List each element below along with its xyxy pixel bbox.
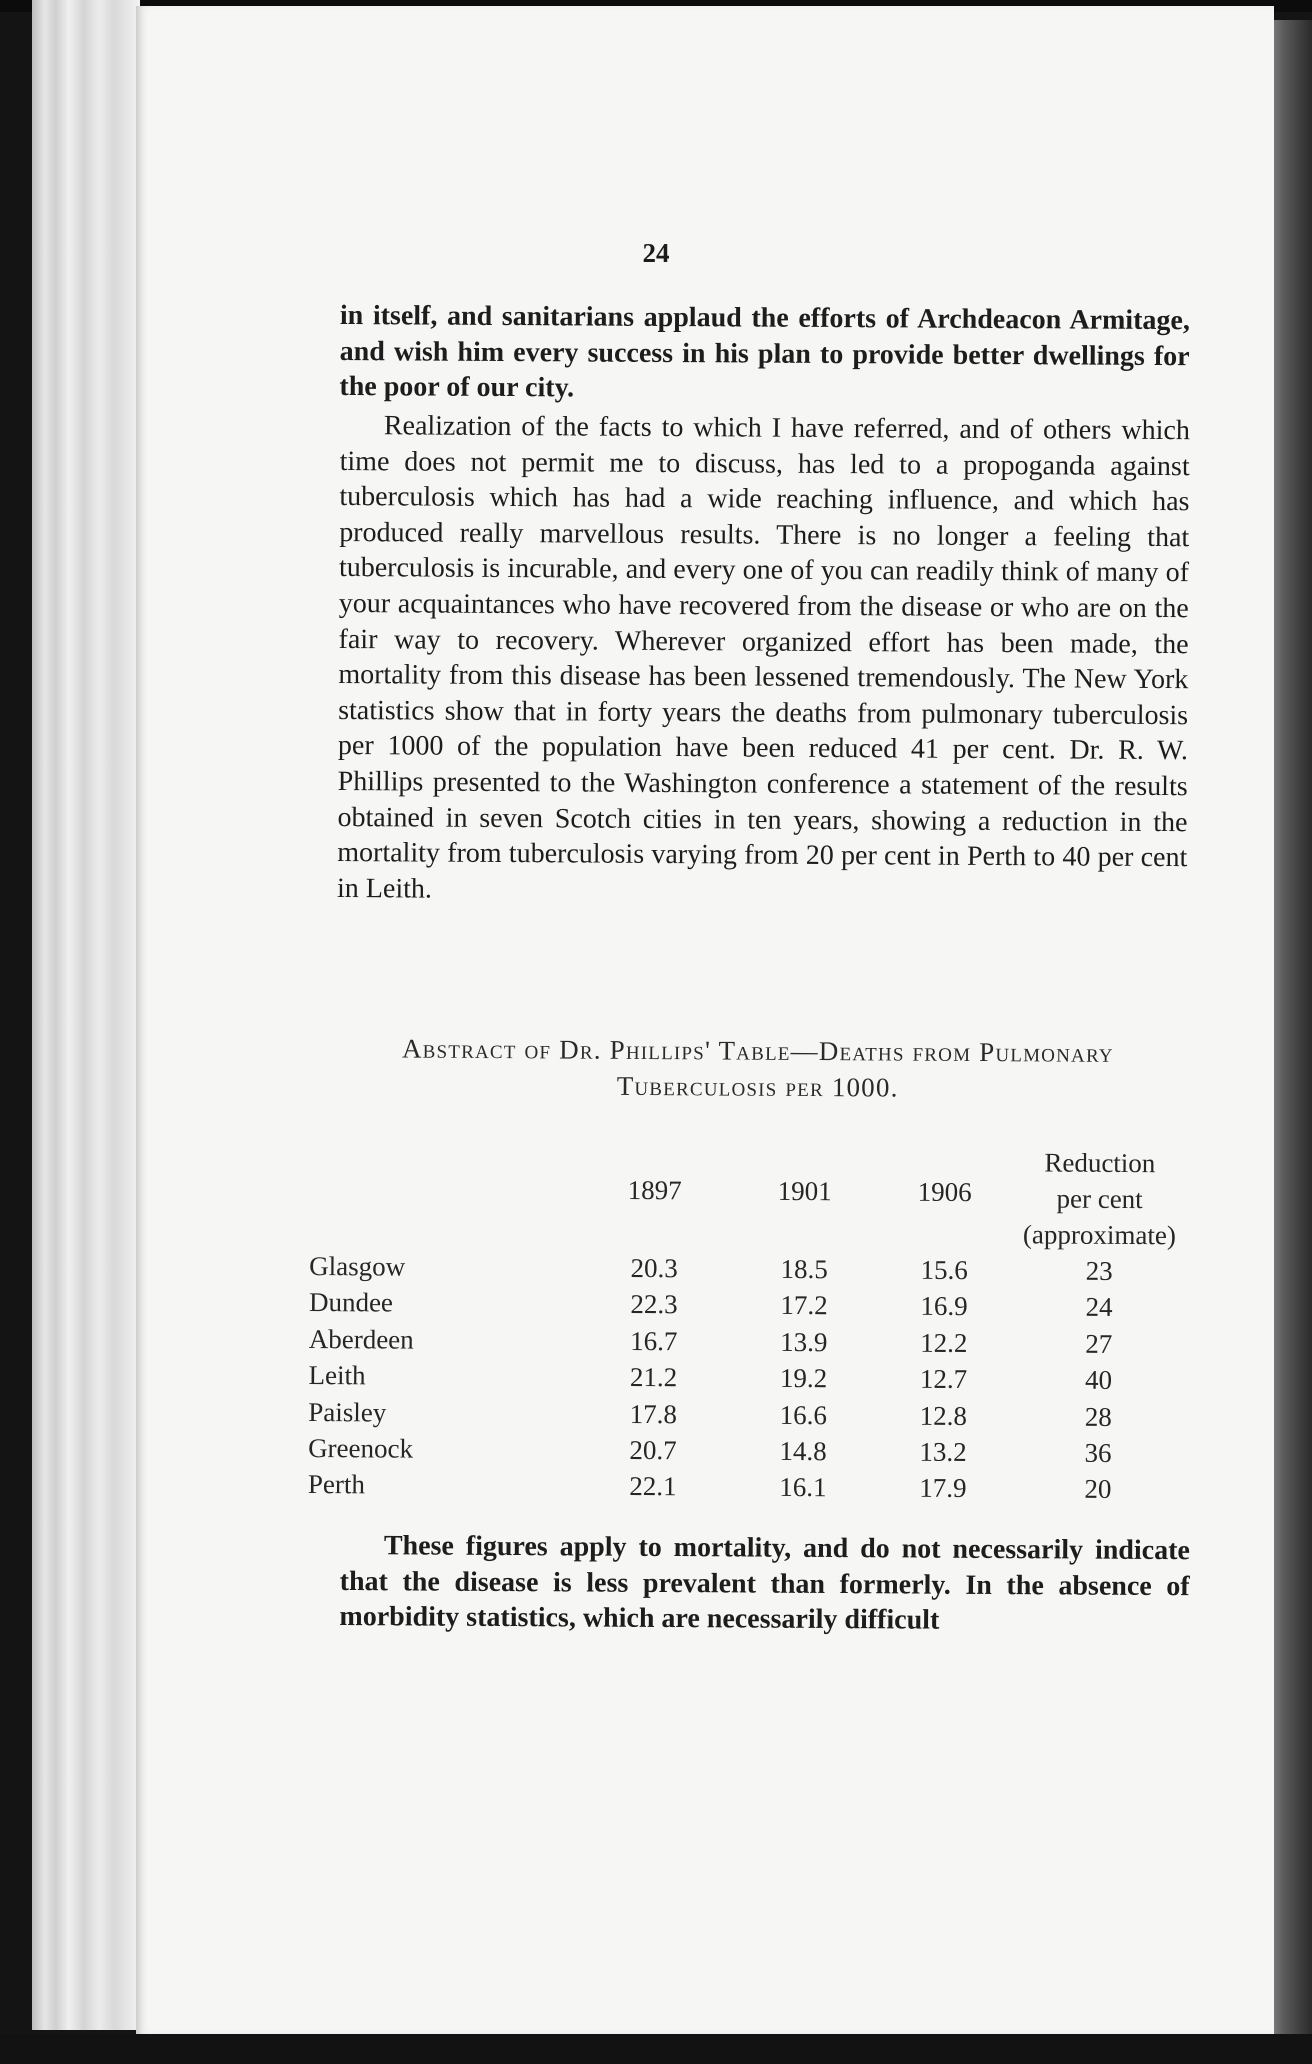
header-1906: 1906 [917, 1176, 972, 1208]
cell-y1901: 16.6 [779, 1399, 828, 1430]
scan-bottom-border [0, 2034, 1312, 2064]
table-body [308, 1248, 1190, 1508]
cell-y1901: 13.9 [780, 1326, 828, 1357]
table-caption-line2: Tuberculosis per 1000. [616, 1070, 899, 1103]
cell-city: Aberdeen [308, 1323, 414, 1355]
header-city [309, 1140, 580, 1250]
cell-y1901: 19.2 [779, 1363, 828, 1394]
table-row [309, 1321, 1189, 1363]
paragraph-middle [337, 408, 1190, 911]
cell-y1906: 12.2 [920, 1327, 968, 1358]
header-1901: 1901 [777, 1175, 832, 1207]
paragraph-bottom [339, 1528, 1190, 1640]
cell-reduction: 24 [1085, 1292, 1113, 1323]
cell-y1901: 16.1 [779, 1472, 827, 1503]
paragraph-top-text: in itself, and sanitarians applaud the efforts of Archdeacon Armitage, and wish him every success in his plan to provide better dwellings for the poor of our city. [339, 299, 1190, 404]
table-caption-line1: Abstract of Dr. Phillips' Table—Deaths from Pulmonary [401, 1033, 1114, 1068]
paragraph-middle-text: Realization of the facts to which I have referred, and of others which time does not permit me to discuss, has led to a propoganda against tuberculosis which has had a wide reaching influence, and which has produced really marvellous results. There is no longer a feeling that tuberculosis is incurable, and every one of you can readily think of many of your acquaintances who have recovered from the disease or who are on the fair way to recovery. Wherever organized effort has been made, the mortality from this disease has been lessened tremendously. The New York statistics show that in forty years the deaths from pulmonary tuberculosis per 1000 of the population have been reduced 41 per cent. Dr. R. W. Phillips presented to the Washington conference a statement of the results obtained in seven Scotch cities in ten years, showing a reduction in the mortality from tuberculosis varying from 20 per cent in Perth to 40 per cent in Leith. [336, 410, 1190, 905]
table-row [309, 1248, 1189, 1290]
cell-y1906: 15.6 [920, 1254, 968, 1286]
header-1897: 1897 [627, 1174, 682, 1206]
cell-reduction: 20 [1084, 1474, 1112, 1505]
cell-y1901: 18.5 [780, 1253, 828, 1285]
cell-reduction: 36 [1084, 1437, 1112, 1468]
cell-y1901: 14.8 [779, 1435, 827, 1467]
cell-y1897: 16.7 [630, 1325, 678, 1357]
cell-reduction: 27 [1085, 1328, 1113, 1359]
mortality-table [308, 1140, 1190, 1508]
table-row [309, 1284, 1189, 1326]
table-caption [318, 1030, 1198, 1107]
cell-reduction: 23 [1085, 1255, 1113, 1286]
cell-y1897: 22.3 [630, 1289, 678, 1320]
paragraph-top [339, 298, 1190, 410]
cell-city: Paisley [308, 1396, 387, 1428]
cell-y1906: 17.9 [919, 1473, 967, 1504]
cell-city: Dundee [308, 1287, 394, 1318]
cell-y1906: 12.7 [919, 1363, 968, 1395]
table-header-row [309, 1140, 1190, 1253]
cell-y1906: 12.8 [919, 1400, 968, 1431]
cell-city: Glasgow [309, 1250, 406, 1282]
cell-reduction: 40 [1084, 1364, 1113, 1396]
table-row [308, 1430, 1188, 1472]
cell-y1897: 20.3 [630, 1252, 678, 1284]
page-stack-edge [32, 0, 140, 2030]
cell-city: Greenock [308, 1433, 414, 1464]
table-row [308, 1394, 1188, 1436]
cell-reduction: 28 [1084, 1401, 1112, 1432]
header-reduction-text: Reduction per cent (approximate) [1022, 1147, 1176, 1251]
cell-y1897: 21.2 [629, 1362, 678, 1393]
table-row [308, 1466, 1188, 1508]
cell-y1897: 22.1 [629, 1471, 677, 1502]
page-number: 24 [642, 238, 670, 268]
cell-y1897: 17.8 [629, 1398, 678, 1429]
cell-y1906: 16.9 [920, 1291, 968, 1322]
cell-city: Perth [307, 1469, 365, 1500]
cell-y1906: 13.2 [919, 1436, 967, 1468]
cell-y1901: 17.2 [780, 1290, 828, 1321]
paragraph-bottom-text: These figures apply to mortality, and do not necessarily indicate that the disease is less prevalent than formerly. In the absence of morbidity statistics, which are necessarily difficult [339, 1530, 1190, 1636]
header-reduction [1009, 1144, 1190, 1253]
table-row [308, 1357, 1188, 1399]
cell-y1897: 20.7 [629, 1434, 677, 1466]
cell-city: Leith [308, 1360, 366, 1391]
